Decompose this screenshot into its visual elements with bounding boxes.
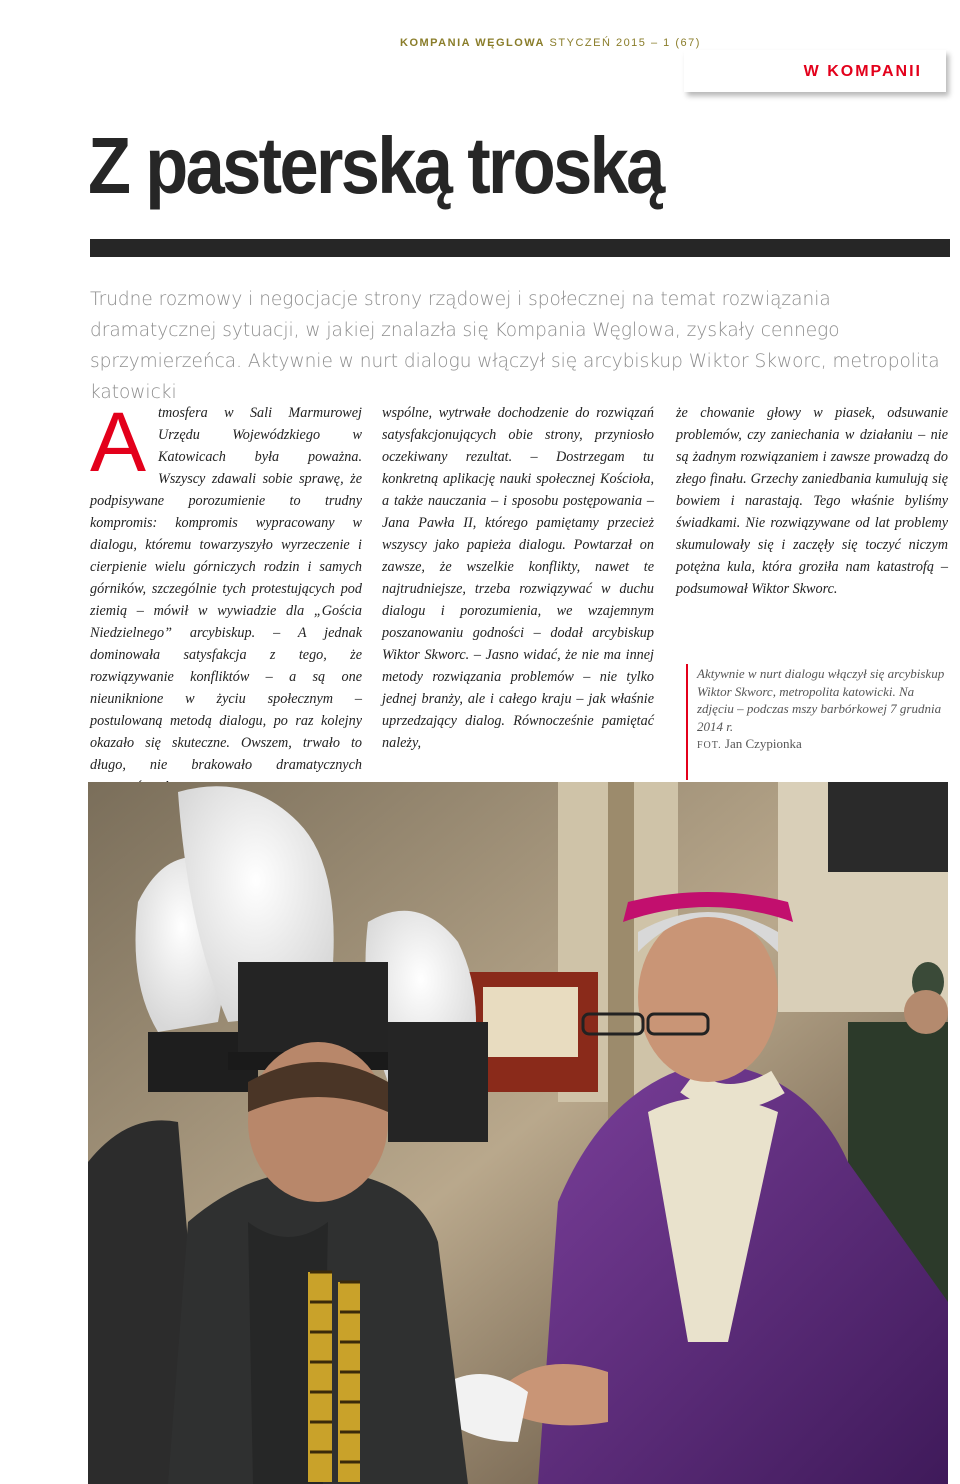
article-column-3: że chowanie głowy w piasek, odsuwanie problemów, czy zaniechania w działaniu – nie są żadnym rozwiązaniem i zawsze prowadzą do złego finału. Grzechy zaniedbania kumulują się bowiem i narastają. Tego właśnie byliśmy świadkami. Nie rozwiązywane od lat problemy skumulowały się i zaczęły się toczyć niczym potężna kula, która groziła nam katastrofą – podsumował Wiktor Skworc. bbox=[676, 405, 948, 597]
photo-credit-name: Jan Czypionka bbox=[721, 736, 802, 751]
running-head bbox=[400, 37, 701, 49]
article-lead: Trudne rozmowy i negocjacje strony rządowej i społecznej na temat rozwiązania dramatycznej sytuacji, w jakiej znalazła się Kompania Węglowa, zyskały cennego sprzymierzeńca. Aktywnie w nurt dialogu włączył się arcybiskup Wiktor Skworc, metropolita katowicki bbox=[90, 289, 940, 403]
photo-caption bbox=[697, 665, 947, 755]
article-photo bbox=[88, 782, 948, 1484]
photo-illustration bbox=[88, 782, 948, 1484]
drop-cap: A bbox=[90, 395, 147, 489]
article-column-1 bbox=[90, 395, 362, 798]
photo-credit-label: FOT. bbox=[697, 740, 722, 751]
section-label: W KOMPANII bbox=[803, 63, 922, 80]
section-tab bbox=[684, 50, 946, 92]
title-underline-bar bbox=[90, 239, 950, 257]
caption-rule bbox=[686, 664, 688, 780]
caption-text: Aktywnie w nurt dialogu włączył się arcybiskup Wiktor Skworc, metropolita katowicki. Na zdjęciu – podczas mszy barbórkowej 7 grudnia 2014 r. bbox=[697, 666, 945, 734]
column-1-text: tmosfera w Sali Marmurowej Urzędu Wojewódzkiego w Katowicach była poważna. Wszyscy zdawali sobie sprawę, że podpisywane porozumienie to trudny kompromis: kompromis wypracowany w dialogu, któremu towarzyszyło wyrzeczenie i cierpienie wielu górniczych rodzin i samych górników, szczególnie tych protestujących pod ziemią – mówił w wywiadzie dla „Gościa Niedzielnego” arcybiskup. – A jednak dominowała satysfakcja z tego, że rozwiązywanie konfliktów – a są one nieuniknione w życiu społecznym – postulowaną metodą dialogu, po raz kolejny okazało się skuteczne. Owszem, trwało to długo, nie brakowało dramatycznych bbox=[90, 405, 362, 773]
magazine-name: KOMPANIA WĘGLOWA bbox=[400, 37, 545, 49]
issue-info: STYCZEŃ 2015 – 1 (67) bbox=[545, 37, 701, 49]
article-column-2: wspólne, wytrwałe dochodzenie do rozwiązań satysfakcjonujących obie strony, przyniosło oczekiwany rezultat. – Dostrzegam tu konkretną aplikację nauki społecznej Kościoła, a także nauczania – i sposobu postępowania – Jana Pawła II, którego pamiętamy przecież wszyscy jako papieża dialogu. Powtarzał on zawsze, że wszelkie konflikty, nawet te najtrudniejsze, trzeba rozwiązywać w duchu dialogu i porozumienia, we wzajemnym poszanowaniu godności – dodał arcybiskup Wiktor Skworc. – Jasno widać, że nie ma innej metody rozwiązania problemów – nie tylko jednej branży, ale i całego kraju – jak właśnie uprzedzający dialog. Równocześnie pamiętać należy, bbox=[382, 405, 654, 751]
article-title: Z pasterską troską bbox=[88, 121, 663, 210]
